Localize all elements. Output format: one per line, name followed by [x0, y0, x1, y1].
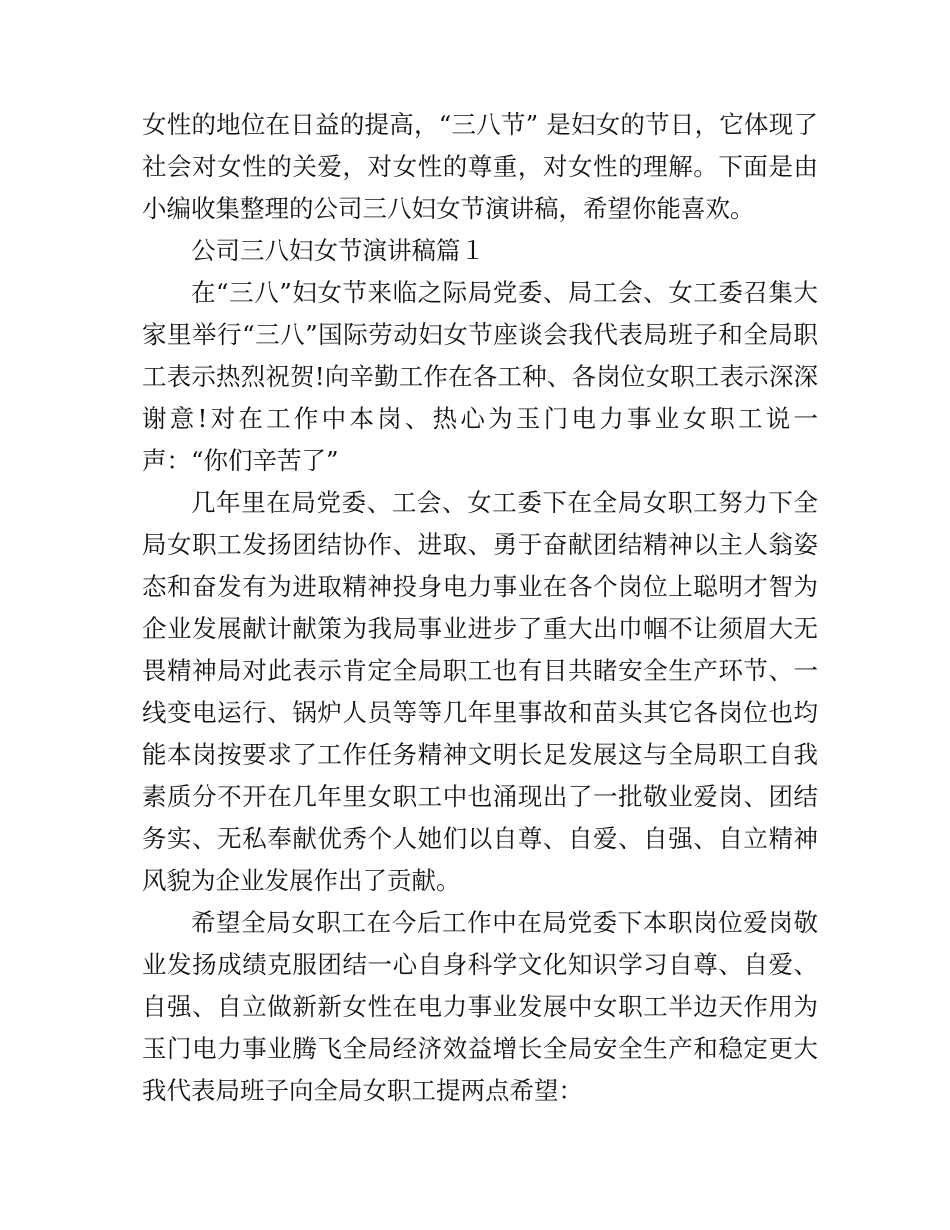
- document-page: [142, 104, 818, 1112]
- section-title: 公司三八妇女节演讲稿篇１: [191, 236, 485, 265]
- intro-paragraph: 女性的地位在日益的提高，“三八节” 是妇女的节日，它体现了社会对女性的关爱，对女性的尊重，对女性的理解。下面是由小编收集整理的公司三八妇女节演讲稿，希望你能喜欢。: [142, 110, 818, 223]
- body-paragraph-2: 几年里在局党委、工会、女工委下在全局女职工努力下全局女职工发扬团结协作、进取、勇于奋献团结精神以主人翁姿态和奋发有为进取精神投身电力事业在各个岗位上聪明才智为企业发展献计献策为我局事业进步了重大出巾帼不让须眉大无畏精神局对此表示肯定全局职工也有目共睹安全生产环节、一线变电运行、锅炉人员等等几年里事故和苗头其它各岗位也均能本岗按要求了工作任务精神文明长足发展这与全局职工自我素质分不开在几年里女职工中也涌现出了一批敬业爱岗、团结务实、无私奉献优秀个人她们以自尊、自爱、自强、自立精神风貌为企业发展作出了贡献。: [142, 488, 818, 895]
- body-paragraph-3: 希望全局女职工在今后工作中在局党委下本职岗位爱岗敬业发扬成绩克服团结一心自身科学文化知识学习自尊、自爱、自强、自立做新新女性在电力事业发展中女职工半边天作用为玉门电力事业腾飞全局经济效益增长全局安全生产和稳定更大我代表局班子向全局女职工提两点希望：: [142, 908, 818, 1105]
- body-paragraph-1: 在“三八”妇女节来临之际局党委、局工会、女工委召集大家里举行“三八”国际劳动妇女节座谈会我代表局班子和全局职工表示热烈祝贺!向辛勤工作在各工种、各岗位女职工表示深深谢意!对在工作中本岗、热心为玉门电力事业女职工说一声：“你们辛苦了”: [142, 278, 818, 475]
